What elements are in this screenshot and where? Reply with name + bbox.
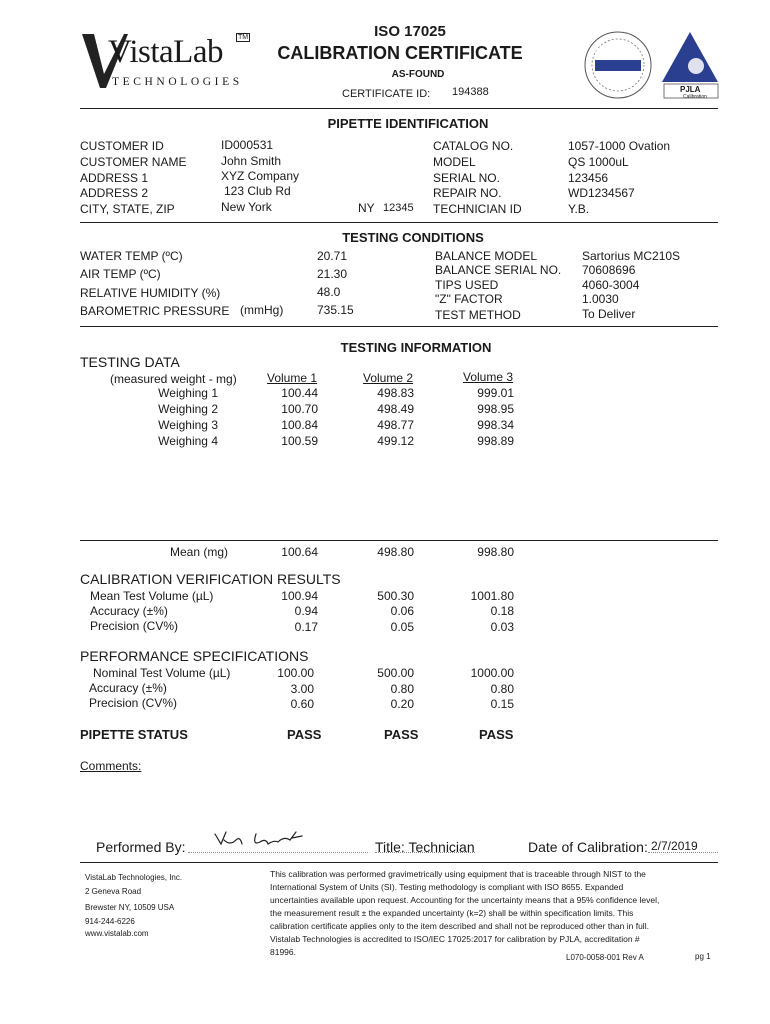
test-method-value: To Deliver <box>582 307 636 321</box>
customer-id-label: CUSTOMER ID <box>80 139 164 153</box>
measured-weight-note: (measured weight - mg) <box>110 372 237 386</box>
logo-tm: TM <box>238 34 249 41</box>
nominal-test-volume-label: Nominal Test Volume (µL) <box>93 666 231 680</box>
weighing-4-label: Weighing 4 <box>158 434 218 448</box>
company-street: 2 Geneva Road <box>85 887 142 896</box>
vol2-result-value: 500.30 <box>377 589 414 603</box>
vol1-mean-value: 100.64 <box>281 545 318 559</box>
tips-used-value: 4060-3004 <box>582 278 640 292</box>
address1-value: XYZ Company <box>221 169 300 183</box>
disclaimer-line: the measurement result ± the expanded uncertainty (k=2) shall be within specification limits. This <box>270 908 634 918</box>
humidity-label: RELATIVE HUMIDITY (%) <box>80 286 221 300</box>
serial-no-value: 123456 <box>568 171 609 185</box>
iso-heading: ISO 17025 <box>374 23 446 40</box>
document-id: L070-0058-001 Rev A <box>566 953 644 962</box>
weighing-2-label: Weighing 2 <box>158 402 218 416</box>
vol2-mean-value: 498.80 <box>377 545 414 559</box>
testing-information-heading: TESTING INFORMATION <box>340 340 492 355</box>
vol1-spec-value: 100.00 <box>277 666 314 680</box>
vol2-weighing-value: 498.77 <box>377 418 414 432</box>
date-of-calibration-value: 2/7/2019 <box>651 839 698 853</box>
vol2-spec-value: 0.80 <box>390 682 414 696</box>
disclaimer-line: 81996. <box>270 947 296 957</box>
z-factor-value: 1.0030 <box>582 292 619 306</box>
water-temp-label: WATER TEMP (ºC) <box>80 249 183 263</box>
disclaimer-line: Vistalab Technologies is accredited to ISO/IEC 17025:2017 for calibration by PJLA, accreditation # <box>270 934 640 944</box>
vol1-result-value: 0.94 <box>294 604 318 618</box>
vol3-result-value: 0.18 <box>490 604 514 618</box>
vol2-result-value: 0.06 <box>390 604 414 618</box>
certificate-id-label: CERTIFICATE ID: <box>342 88 431 100</box>
volume-2-header: Volume 2 <box>363 371 414 385</box>
customer-name-label: CUSTOMER NAME <box>80 155 187 169</box>
verification-title: CALIBRATION VERIFICATION RESULTS <box>80 571 341 587</box>
address1-label: ADDRESS 1 <box>80 171 149 185</box>
repair-no-label: REPAIR NO. <box>433 186 502 200</box>
logo-sub: TECHNOLOGIES <box>112 76 243 88</box>
logo-brand: VistaLab <box>108 34 223 70</box>
vol1-result-value: 100.94 <box>281 589 318 603</box>
air-temp-label: AIR TEMP (ºC) <box>80 267 161 281</box>
pipette-status-label: PIPETTE STATUS <box>80 727 188 742</box>
vol3-spec-value: 1000.00 <box>470 666 514 680</box>
ilac-seal-icon <box>583 30 653 100</box>
vol2-weighing-value: 499.12 <box>377 434 414 448</box>
divider <box>80 108 718 109</box>
precision-label: Precision (CV%) <box>90 619 179 633</box>
pjla-text: PJLA <box>680 85 701 94</box>
pjla-sub: Calibration <box>683 94 707 100</box>
certificate-id-value: 194388 <box>452 86 489 98</box>
vol2-status: PASS <box>384 727 419 742</box>
state-value: NY <box>358 201 375 215</box>
vol3-weighing-value: 998.89 <box>477 434 514 448</box>
certificate-title: CALIBRATION CERTIFICATE <box>277 43 523 63</box>
company-website: www.vistalab.com <box>85 929 149 938</box>
vol1-spec-value: 3.00 <box>290 682 314 696</box>
signature-icon <box>212 826 322 854</box>
weighing-1-label: Weighing 1 <box>158 386 218 400</box>
performed-by-label: Performed By: <box>96 839 186 855</box>
vol2-weighing-value: 498.83 <box>377 386 414 400</box>
vol3-spec-value: 0.15 <box>490 697 514 711</box>
ilac-text: ilac-MRA <box>593 44 636 55</box>
city-state-zip-label: CITY, STATE, ZIP <box>80 202 175 216</box>
repair-no-value: WD1234567 <box>568 186 635 200</box>
z-factor-label: "Z" FACTOR <box>435 292 503 306</box>
company-name: VistaLab Technologies, Inc. <box>85 873 183 882</box>
air-temp-value: 21.30 <box>317 267 348 281</box>
vol1-result-value: 0.17 <box>294 620 318 634</box>
divider <box>80 540 718 541</box>
pressure-unit: (mmHg) <box>240 303 284 317</box>
test-method-label: TEST METHOD <box>435 308 521 322</box>
vol3-mean-value: 998.80 <box>477 545 514 559</box>
address2-label: ADDRESS 2 <box>80 186 149 200</box>
divider <box>80 222 718 223</box>
disclaimer-line: uncertainties available upon request. Accounting for the uncertainty means that a 95% confidence level, <box>270 895 660 905</box>
disclaimer-line: calibration certificate applies only to the item described and shall not be reproduced other than in full. <box>270 921 649 931</box>
as-found-label: AS-FOUND <box>391 69 445 80</box>
serial-no-label: SERIAL NO. <box>433 171 500 185</box>
vol3-status: PASS <box>479 727 514 742</box>
technician-id-value: Y.B. <box>568 202 590 216</box>
weighing-3-label: Weighing 3 <box>158 418 218 432</box>
testing-data-title: TESTING DATA <box>80 354 180 370</box>
divider <box>80 326 718 327</box>
pipette-identification-heading: PIPETTE IDENTIFICATION <box>327 116 489 131</box>
vol3-weighing-value: 998.34 <box>477 418 514 432</box>
mean-label: Mean (mg) <box>170 545 229 559</box>
tips-used-label: TIPS USED <box>435 278 499 292</box>
catalog-no-value: 1057-1000 Ovation <box>568 139 671 153</box>
comments-label: Comments: <box>80 759 142 773</box>
model-value: QS 1000uL <box>568 155 629 169</box>
mean-test-volume-label: Mean Test Volume (µL) <box>90 589 214 603</box>
vol1-status: PASS <box>287 727 322 742</box>
vol3-weighing-value: 998.95 <box>477 402 514 416</box>
customer-name-value: John Smith <box>221 154 282 168</box>
performance-title: PERFORMANCE SPECIFICATIONS <box>80 648 309 664</box>
vol1-weighing-value: 100.70 <box>281 402 318 416</box>
vol2-result-value: 0.05 <box>390 620 414 634</box>
spec-accuracy-label: Accuracy (±%) <box>89 681 167 695</box>
disclaimer-line: International System of Units (SI). Testing methodology is compliant with ISO 8655. Expanded <box>270 882 624 892</box>
disclaimer-line: This calibration was performed gravimetrically using equipment that is traceable through NIST to the <box>270 869 646 879</box>
vol2-spec-value: 500.00 <box>377 666 414 680</box>
city-value: New York <box>221 200 272 214</box>
balance-model-label: BALANCE MODEL <box>435 249 538 263</box>
page-number: pg 1 <box>695 952 711 961</box>
vol2-weighing-value: 498.49 <box>377 402 414 416</box>
vol1-weighing-value: 100.84 <box>281 418 318 432</box>
balance-serial-label: BALANCE SERIAL NO. <box>435 263 562 277</box>
model-label: MODEL <box>433 155 476 169</box>
vol3-result-value: 0.03 <box>490 620 514 634</box>
volume-3-header: Volume 3 <box>463 370 514 384</box>
spec-precision-label: Precision (CV%) <box>89 696 178 710</box>
accuracy-label: Accuracy (±%) <box>90 604 168 618</box>
balance-serial-value: 70608696 <box>582 263 636 277</box>
date-line <box>648 852 718 853</box>
vol1-weighing-value: 100.59 <box>281 434 318 448</box>
title-technician: Title: Technician <box>375 839 475 855</box>
customer-id-value: ID000531 <box>221 138 274 152</box>
address2-value: 123 Club Rd <box>224 184 291 198</box>
vol1-weighing-value: 100.44 <box>281 386 318 400</box>
balance-model-value: Sartorius MC210S <box>582 249 681 263</box>
vol1-spec-value: 0.60 <box>290 697 314 711</box>
signature-line <box>188 852 368 853</box>
vol2-spec-value: 0.20 <box>390 697 414 711</box>
vol3-result-value: 1001.80 <box>470 589 514 603</box>
vol3-weighing-value: 999.01 <box>477 386 514 400</box>
volume-1-header: Volume 1 <box>267 371 318 385</box>
date-of-calibration-label: Date of Calibration: <box>528 839 648 855</box>
divider <box>80 862 718 863</box>
company-phone: 914-244-6226 <box>85 917 135 926</box>
catalog-no-label: CATALOG NO. <box>433 139 514 153</box>
technician-id-label: TECHNICIAN ID <box>433 202 522 216</box>
zip-value: 12345 <box>383 202 414 214</box>
pressure-value: 735.15 <box>317 303 354 317</box>
title-line <box>375 852 475 853</box>
humidity-value: 48.0 <box>317 285 341 299</box>
vol3-spec-value: 0.80 <box>490 682 514 696</box>
water-temp-value: 20.71 <box>317 249 348 263</box>
company-city: Brewster NY, 10509 USA <box>85 903 175 912</box>
testing-conditions-heading: TESTING CONDITIONS <box>342 230 484 245</box>
pressure-label: BAROMETRIC PRESSURE <box>80 304 230 318</box>
